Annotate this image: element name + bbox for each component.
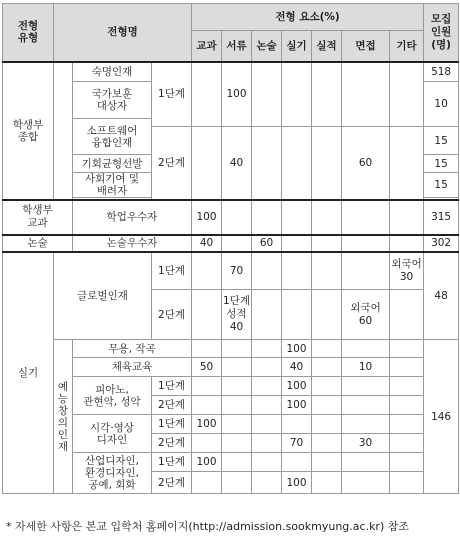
row-name-essay-excellence: 논술우수자 <box>73 235 192 252</box>
col-interview: 면접 <box>342 31 390 62</box>
quota-veterans: 10 <box>424 82 459 127</box>
visual-stage-2-practical: 70 <box>282 434 312 453</box>
quota-social-contribution: 15 <box>424 173 459 198</box>
row-name-visual-design: 시각·영상 디자인 <box>73 415 152 453</box>
header-elements: 전형 요소(%) <box>192 4 424 31</box>
quota-opportunity: 15 <box>424 155 459 173</box>
type-essay: 논술 <box>3 235 73 252</box>
pe-grade: 50 <box>192 358 222 377</box>
piano-stage-2-label: 2단계 <box>152 396 192 415</box>
stage-1-label: 1단계 <box>152 62 192 127</box>
col-document: 서류 <box>222 31 252 62</box>
arts-creative-label: 예 능 창 의 인 재 <box>54 340 73 494</box>
row-name-academic-excellence: 학업우수자 <box>73 200 192 235</box>
dance-composition-practical: 100 <box>282 340 312 358</box>
global-stage-1-other: 외국어 30 <box>390 252 424 290</box>
stage-2-interview: 60 <box>342 127 390 200</box>
pe-interview: 10 <box>342 358 390 377</box>
type-practical: 실기 <box>3 252 54 494</box>
row-name-piano: 피아노, 관현악, 성악 <box>73 377 152 415</box>
visual-stage-1-label: 1단계 <box>152 415 192 434</box>
industrial-stage-2-label: 2단계 <box>152 472 192 494</box>
industrial-stage-2-practical: 100 <box>282 472 312 494</box>
visual-stage-1-grade: 100 <box>192 415 222 434</box>
quota-arts-creative: 146 <box>424 340 459 494</box>
quota-software: 15 <box>424 127 459 155</box>
row-name-opportunity: 기회균형선발 <box>73 155 152 173</box>
quota-sookmyung: 518 <box>424 62 459 82</box>
essay-excellence-essay: 60 <box>252 235 282 252</box>
essay-excellence-grade: 40 <box>192 235 222 252</box>
row-name-global: 글로벌인재 <box>54 252 152 340</box>
pe-practical: 40 <box>282 358 312 377</box>
quota-academic-excellence: 315 <box>424 200 459 235</box>
academic-excellence-grade: 100 <box>192 200 222 235</box>
global-stage-1-label: 1단계 <box>152 252 192 290</box>
global-stage-2-document: 1단계 성적 40 <box>222 290 252 340</box>
piano-stage-1-label: 1단계 <box>152 377 192 396</box>
row-name-sookmyung: 숙명인재 <box>73 62 152 82</box>
col-record: 실적 <box>312 31 342 62</box>
row-name-pe: 체육교육 <box>73 358 192 377</box>
stage-2-label: 2단계 <box>152 127 192 200</box>
global-stage-2-label: 2단계 <box>152 290 192 340</box>
admission-table <box>2 3 459 494</box>
piano-stage-2-practical: 100 <box>282 396 312 415</box>
stage-1-document: 100 <box>222 62 252 127</box>
header-name: 전형명 <box>54 4 192 62</box>
type-student-record-grades: 학생부 교과 <box>3 200 73 235</box>
row-name-dance-composition: 무용, 작곡 <box>73 340 192 358</box>
industrial-stage-1-label: 1단계 <box>152 453 192 472</box>
row-name-veterans: 국가보훈 대상자 <box>73 82 152 119</box>
piano-stage-1-practical: 100 <box>282 377 312 396</box>
industrial-stage-1-grade: 100 <box>192 453 222 472</box>
col-essay: 논술 <box>252 31 282 62</box>
stage-2-document: 40 <box>222 127 252 200</box>
row-name-industrial-design: 산업디자인, 환경디자인, 공예, 회화 <box>73 453 152 494</box>
visual-stage-2-interview: 30 <box>342 434 390 453</box>
quota-global: 48 <box>424 252 459 340</box>
col-grade: 교과 <box>192 31 222 62</box>
global-stage-1-document: 70 <box>222 252 252 290</box>
row-name-software: 소프트웨어 융합인재 <box>73 119 152 155</box>
global-stage-2-interview: 외국어 60 <box>342 290 390 340</box>
footnote: * 자세한 사항은 본교 입학처 홈페이지(http://admission.sookmyung.ac.kr) 참조 <box>6 520 409 533</box>
type-student-record-comprehensive: 학생부 종합 <box>3 62 54 200</box>
header-type: 전형 유형 <box>3 4 54 62</box>
header-quota: 모집 인원 (명) <box>424 4 459 62</box>
visual-stage-2-label: 2단계 <box>152 434 192 453</box>
col-other: 기타 <box>390 31 424 62</box>
col-practical: 실기 <box>282 31 312 62</box>
quota-essay-excellence: 302 <box>424 235 459 252</box>
row-name-social-contribution: 사회기여 및 배려자 <box>73 173 152 198</box>
